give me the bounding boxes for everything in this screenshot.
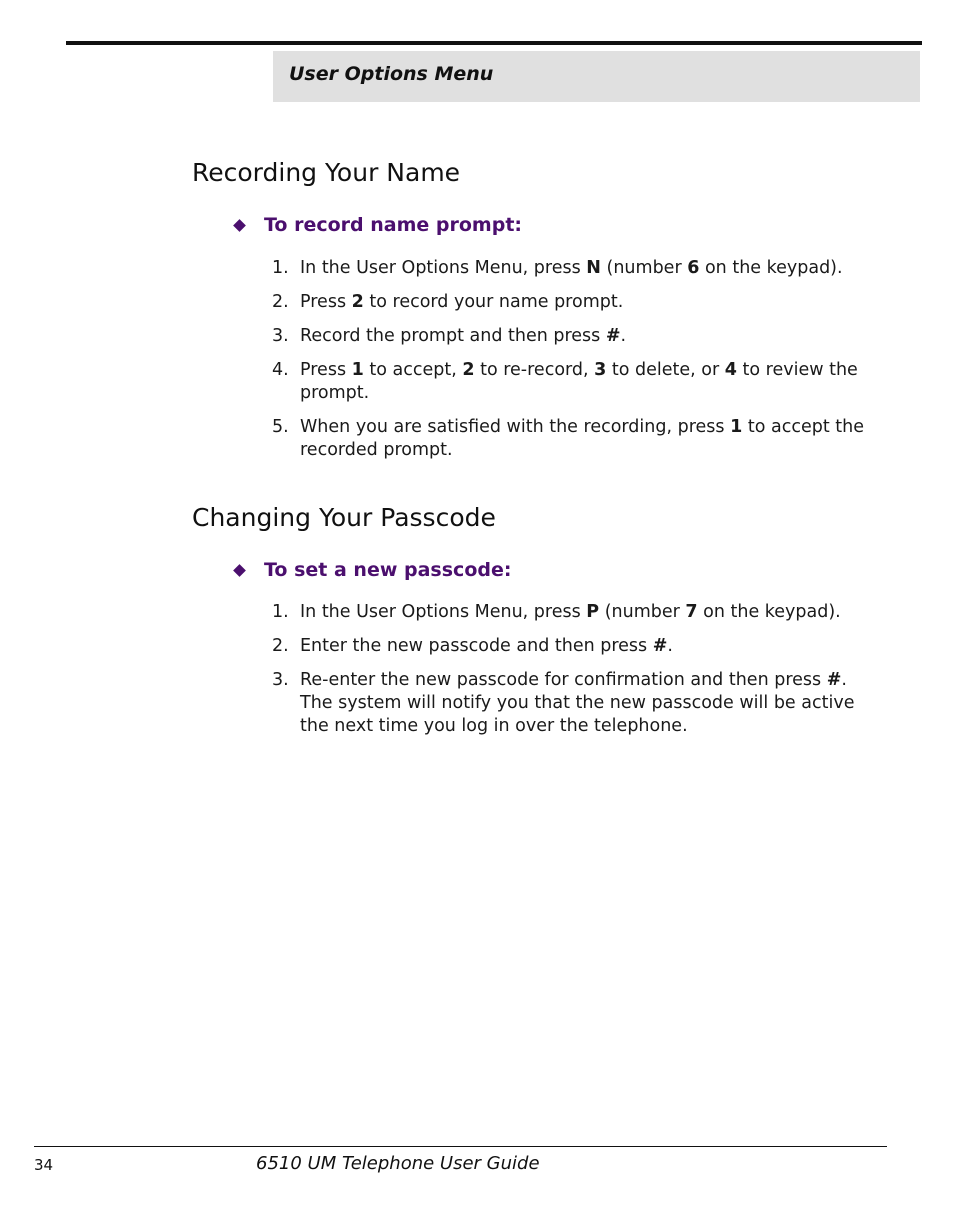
list-item	[272, 257, 884, 280]
list-item	[272, 635, 884, 658]
step-text: Press 2 to record your name prompt.	[300, 292, 624, 312]
step-text: Re-enter the new passcode for confirmation and then press #. The system will notify you that the new passcode will be active the next time you log in over the telephone.	[300, 670, 855, 736]
step-number: 3.	[272, 326, 289, 346]
top-rule	[66, 41, 922, 45]
list-item	[272, 291, 884, 314]
footer-guide-title: 6510 UM Telephone User Guide	[256, 1153, 540, 1174]
procedure-heading-record-name	[233, 214, 522, 236]
step-number: 3.	[272, 670, 289, 690]
step-number: 5.	[272, 417, 289, 437]
list-item	[272, 416, 884, 462]
step-number: 1.	[272, 258, 289, 278]
step-number: 2.	[272, 292, 289, 312]
procedure-heading-set-passcode	[233, 559, 511, 581]
bottom-rule	[34, 1146, 887, 1147]
list-item	[272, 359, 884, 405]
step-text: Record the prompt and then press #.	[300, 326, 627, 346]
step-number: 2.	[272, 636, 289, 656]
procedure-heading-label: To set a new passcode:	[264, 559, 512, 581]
page-number: 34	[34, 1156, 54, 1174]
step-text: Press 1 to accept, 2 to re-record, 3 to delete, or 4 to review the prompt.	[300, 360, 858, 403]
step-number: 1.	[272, 602, 289, 622]
step-text: When you are satisfied with the recording, press 1 to accept the recorded prompt.	[300, 417, 864, 460]
step-text: In the User Options Menu, press P (number 7 on the keypad).	[300, 602, 841, 622]
diamond-bullet-icon	[233, 564, 246, 577]
section-title-changing-passcode: Changing Your Passcode	[192, 503, 496, 532]
procedure-heading-label: To record name prompt:	[264, 214, 523, 236]
section-title-recording-name: Recording Your Name	[192, 158, 461, 187]
step-number: 4.	[272, 360, 289, 380]
steps-list-set-passcode	[272, 601, 884, 749]
list-item	[272, 325, 884, 348]
step-text: In the User Options Menu, press N (number 6 on the keypad).	[300, 258, 843, 278]
steps-list-record-name	[272, 257, 884, 473]
diamond-bullet-icon	[233, 219, 246, 232]
step-text: Enter the new passcode and then press #.	[300, 636, 673, 656]
list-item	[272, 669, 884, 738]
list-item	[272, 601, 884, 624]
running-header	[273, 51, 920, 102]
running-header-label: User Options Menu	[289, 63, 494, 85]
